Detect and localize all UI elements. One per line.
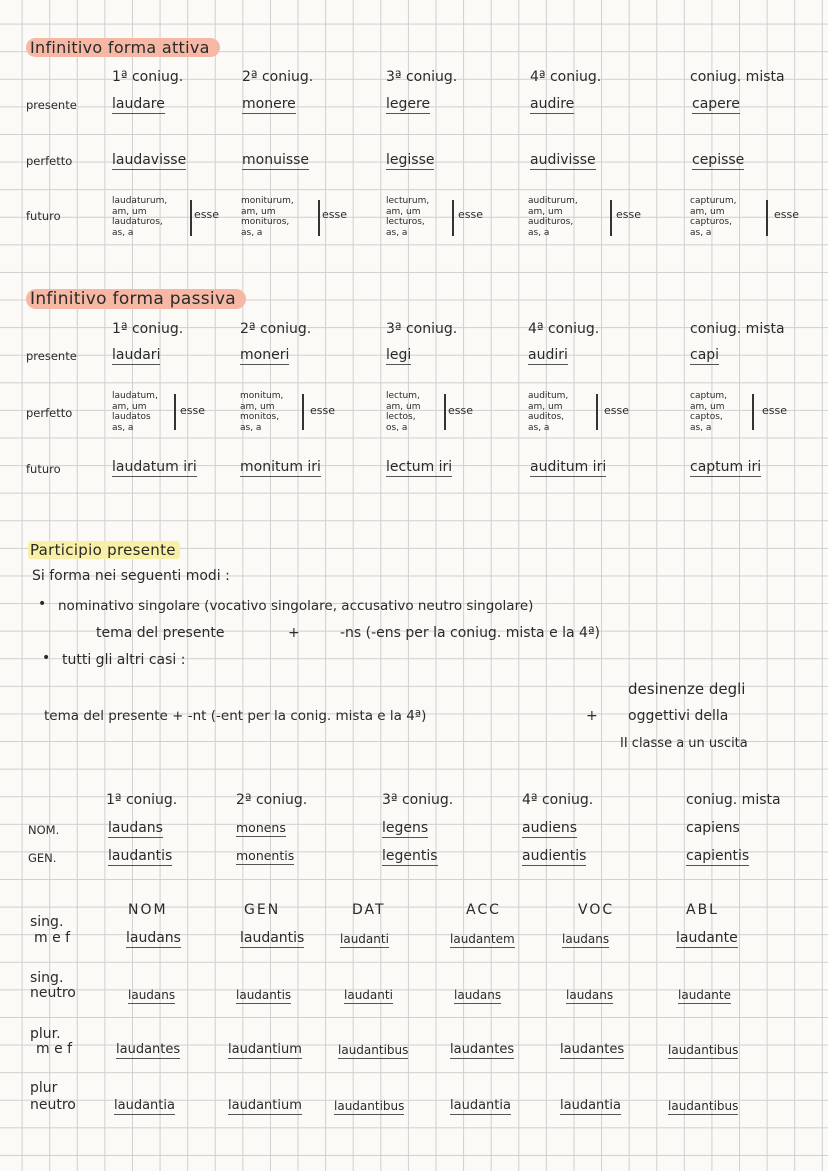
case-header-abl: ABL — [686, 902, 719, 918]
participio-nom-4: audiens — [522, 820, 578, 836]
row-label-line: neutro — [30, 985, 76, 1001]
passivo-futuro-5: captum iri — [690, 459, 762, 475]
bracket-bar — [452, 200, 454, 236]
bracket-bar — [444, 394, 446, 430]
passivo-presente-5: capi — [690, 347, 720, 363]
participio-note-2: oggettivi della — [628, 708, 729, 724]
form-sing-mf-gen: laudantis — [240, 930, 305, 946]
form-plur-mf-abl: laudantibus — [668, 1043, 739, 1057]
header-3-coniug: 3ª coniug. — [382, 792, 454, 808]
participio-gen-5: capientis — [686, 848, 750, 864]
form-plur-mf-nom: laudantes — [116, 1042, 181, 1057]
header-3-coniug: 3ª coniug. — [386, 321, 458, 337]
form-plur-mf-gen: laudantium — [228, 1042, 302, 1057]
header-1-coniug: 1ª coniug. — [106, 792, 178, 808]
case-header-gen: GEN — [244, 902, 281, 918]
form-sing-n-gen: laudantis — [236, 988, 292, 1002]
participio-nom-2: monens — [236, 820, 286, 835]
form-plur-n-nom: laudantia — [114, 1098, 175, 1113]
label-nom: NOM. — [28, 823, 60, 837]
participio-rule-1-plus: + — [288, 625, 300, 641]
participio-intro: Si forma nei seguenti modi : — [32, 568, 230, 584]
passivo-perfetto-1: laudatum, am, um laudatos as, a — [112, 391, 158, 433]
participio-gen-3: legentis — [382, 848, 438, 864]
row-label-line: sing. — [30, 970, 64, 986]
participio-gen-4: audientis — [522, 848, 587, 864]
form-sing-n-voc: laudans — [566, 988, 614, 1002]
form-plur-n-acc: laudantia — [450, 1098, 511, 1113]
form-sing-mf-dat: laudanti — [340, 932, 389, 946]
bullet-dot: • — [42, 650, 51, 666]
form-plur-n-gen: laudantium — [228, 1098, 302, 1113]
bracket-bar — [610, 200, 612, 236]
passivo-futuro-3: lectum iri — [386, 459, 453, 475]
case-header-dat: DAT — [352, 902, 386, 918]
bracket-bar — [174, 394, 176, 430]
header-2-coniug: 2ª coniug. — [242, 69, 314, 85]
participio-rule-2-plus: + — [586, 708, 598, 724]
header-1-coniug: 1ª coniug. — [112, 321, 184, 337]
esse-label: esse — [448, 404, 473, 417]
case-header-nom: NOM — [128, 902, 168, 918]
passivo-presente-3: legi — [386, 347, 412, 363]
attivo-futuro-4: auditurum, am, um audituros, as, a — [528, 196, 578, 238]
participio-nom-5: capiens — [686, 820, 740, 836]
esse-label: esse — [774, 208, 799, 221]
participio-nom-1: laudans — [108, 820, 163, 836]
form-plur-n-abl: laudantibus — [668, 1099, 739, 1113]
bracket-bar — [766, 200, 768, 236]
attivo-perfetto-4: audivisse — [530, 152, 596, 168]
bullet-dot: • — [38, 596, 47, 612]
form-sing-n-dat: laudanti — [344, 988, 393, 1002]
form-sing-mf-acc: laudantem — [450, 932, 515, 946]
row-label-line: m e f — [36, 1041, 73, 1057]
participio-note-1: desinenze degli — [628, 680, 746, 698]
bracket-bar — [318, 200, 320, 236]
header-mista: coniug. mista — [690, 321, 785, 337]
attivo-perfetto-5: cepisse — [692, 152, 745, 168]
esse-label: esse — [322, 208, 347, 221]
header-4-coniug: 4ª coniug. — [530, 69, 602, 85]
form-sing-n-acc: laudans — [454, 988, 502, 1002]
section-title-attivo: Infinitivo forma attiva — [26, 38, 220, 57]
form-sing-n-abl: laudante — [678, 988, 731, 1002]
case-header-voc: VOC — [578, 902, 615, 918]
form-sing-mf-voc: laudans — [562, 932, 610, 946]
attivo-futuro-3: lecturum, am, um lecturos, as, a — [386, 196, 430, 238]
participio-bullet-2: tutti gli altri casi : — [62, 652, 186, 668]
passivo-perfetto-2: monitum, am, um monitos, as, a — [240, 391, 284, 433]
participio-gen-1: laudantis — [108, 848, 173, 864]
passivo-futuro-1: laudatum iri — [112, 459, 197, 475]
header-3-coniug: 3ª coniug. — [386, 69, 458, 85]
form-sing-mf-nom: laudans — [126, 930, 181, 946]
participio-rule-1b: -ns (-ens per la coniug. mista e la 4ª) — [340, 625, 601, 641]
attivo-futuro-5: capturum, am, um capturos, as, a — [690, 196, 737, 238]
esse-label: esse — [194, 208, 219, 221]
attivo-perfetto-3: legisse — [386, 152, 435, 168]
section-title-passivo: Infinitivo forma passiva — [26, 289, 246, 309]
passivo-perfetto-5: captum, am, um captos, as, a — [690, 391, 728, 433]
header-2-coniug: 2ª coniug. — [236, 792, 308, 808]
esse-label: esse — [762, 404, 787, 417]
esse-label: esse — [616, 208, 641, 221]
form-plur-mf-acc: laudantes — [450, 1042, 515, 1057]
attivo-futuro-2: moniturum, am, um monituros, as, a — [241, 196, 294, 238]
participio-gen-2: monentis — [236, 848, 295, 863]
row-label-line: plur. — [30, 1026, 61, 1042]
form-sing-mf-abl: laudante — [676, 930, 738, 946]
row-label-futuro: futuro — [26, 462, 61, 476]
bracket-bar — [752, 394, 754, 430]
header-4-coniug: 4ª coniug. — [522, 792, 594, 808]
passivo-presente-4: audiri — [528, 347, 568, 363]
attivo-perfetto-1: laudavisse — [112, 152, 187, 168]
passivo-presente-1: laudari — [112, 347, 161, 363]
row-label-line: neutro — [30, 1097, 76, 1113]
header-mista: coniug. mista — [690, 69, 785, 85]
attivo-perfetto-2: monuisse — [242, 152, 310, 168]
attivo-presente-4: audire — [530, 96, 575, 112]
header-4-coniug: 4ª coniug. — [528, 321, 600, 337]
esse-label: esse — [310, 404, 335, 417]
participio-note-3: II classe a un uscita — [620, 736, 748, 751]
attivo-presente-3: legere — [386, 96, 431, 112]
attivo-futuro-1: laudaturum, am, um laudaturos, as, a — [112, 196, 168, 238]
header-mista: coniug. mista — [686, 792, 781, 808]
row-label-line: plur — [30, 1080, 58, 1096]
passivo-futuro-4: auditum iri — [530, 459, 607, 475]
esse-label: esse — [180, 404, 205, 417]
passivo-perfetto-3: lectum, am, um lectos, os, a — [386, 391, 421, 433]
form-plur-mf-dat: laudantibus — [338, 1043, 409, 1057]
participio-bullet-1: nominativo singolare (vocativo singolare, accusativo neutro singolare) — [58, 598, 534, 614]
bracket-bar — [302, 394, 304, 430]
passivo-presente-2: moneri — [240, 347, 290, 363]
row-label-presente: presente — [26, 349, 77, 363]
form-sing-n-nom: laudans — [128, 988, 176, 1002]
attivo-presente-5: capere — [692, 96, 740, 112]
passivo-perfetto-4: auditum, am, um auditos, as, a — [528, 391, 569, 433]
esse-label: esse — [458, 208, 483, 221]
participio-rule-2: tema del presente + -nt (-ent per la conig. mista e la 4ª) — [44, 708, 427, 724]
participio-rule-1a: tema del presente — [96, 625, 225, 641]
row-label-line: m e f — [34, 930, 71, 946]
participio-nom-3: legens — [382, 820, 429, 836]
row-label-presente: presente — [26, 98, 77, 112]
section-title-participio: Participio presente — [28, 541, 180, 559]
row-label-perfetto: perfetto — [26, 154, 73, 168]
case-header-acc: ACC — [466, 902, 501, 918]
bracket-bar — [190, 200, 192, 236]
row-label-futuro: futuro — [26, 209, 61, 223]
form-plur-mf-voc: laudantes — [560, 1042, 625, 1057]
attivo-presente-2: monere — [242, 96, 296, 112]
esse-label: esse — [604, 404, 629, 417]
bracket-bar — [596, 394, 598, 430]
row-label-perfetto: perfetto — [26, 406, 73, 420]
form-plur-n-dat: laudantibus — [334, 1099, 405, 1113]
passivo-futuro-2: monitum iri — [240, 459, 321, 475]
form-plur-n-voc: laudantia — [560, 1098, 621, 1113]
header-1-coniug: 1ª coniug. — [112, 69, 184, 85]
row-label-line: sing. — [30, 914, 64, 930]
label-gen: GEN. — [28, 851, 57, 865]
header-2-coniug: 2ª coniug. — [240, 321, 312, 337]
attivo-presente-1: laudare — [112, 96, 165, 112]
